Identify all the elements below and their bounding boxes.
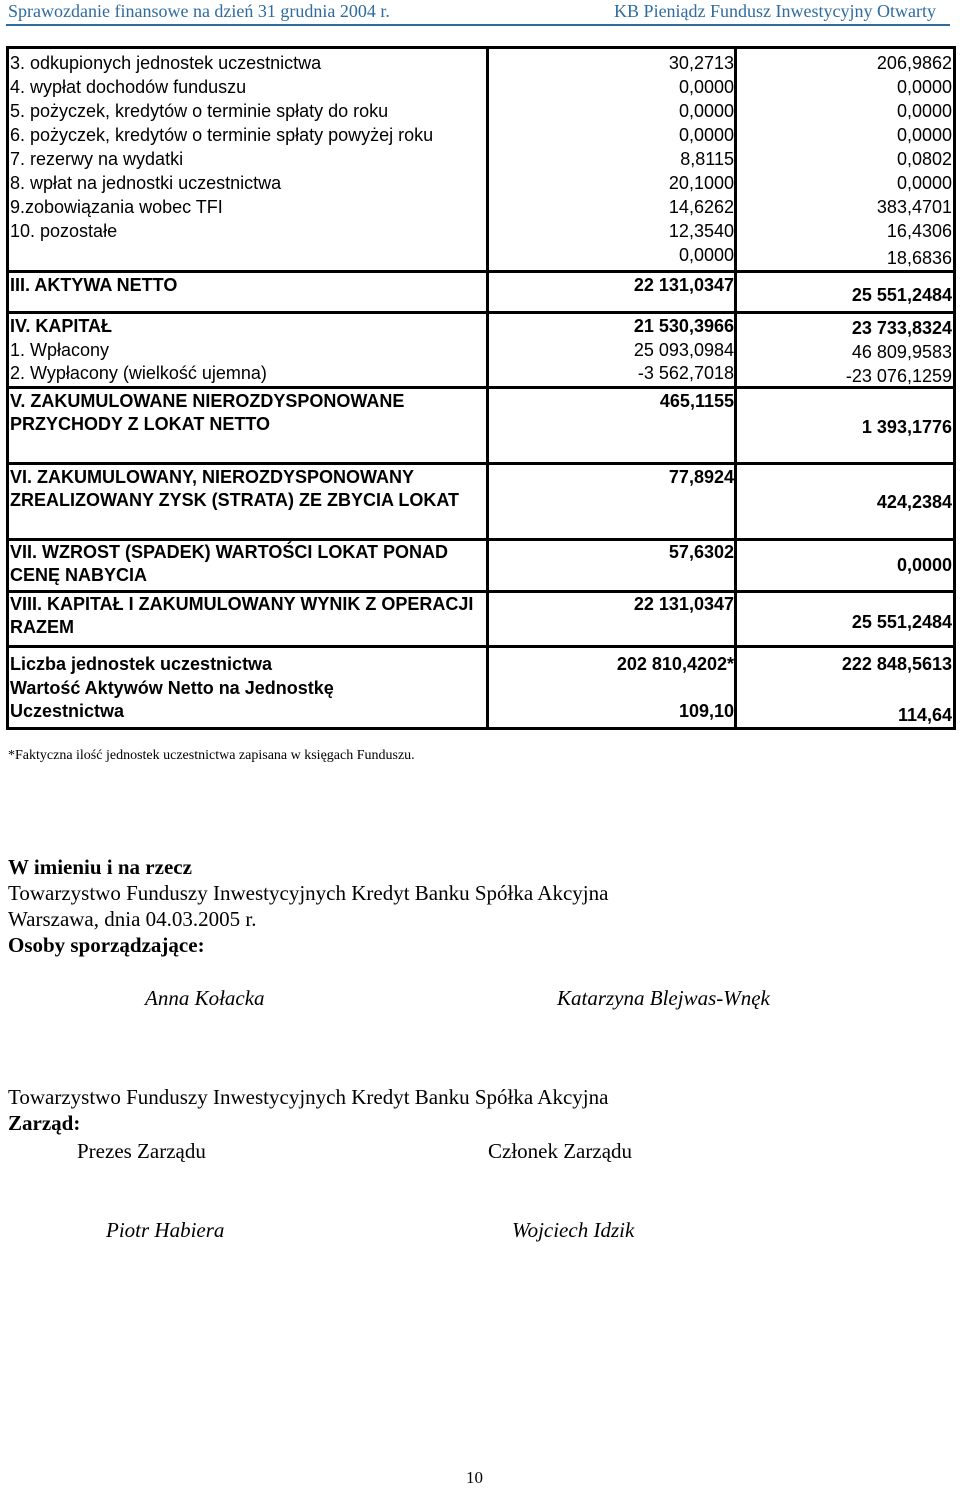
row-value-prev: 0,0000 <box>678 101 734 121</box>
row-value-curr: 25 551,2484 <box>851 285 952 305</box>
row-value-prev: 30,2713 <box>668 53 734 73</box>
table-rule <box>6 462 956 465</box>
signature-president: Piotr Habiera <box>106 1218 225 1242</box>
row-value-prev: 25 093,0984 <box>633 340 734 360</box>
row-label: 3. odkupionych jednostek uczestnictwa <box>10 53 322 73</box>
row-value-curr: 0,0000 <box>896 173 952 193</box>
row-value-prev: 465,1155 <box>659 391 734 411</box>
signoff-heading: W imieniu i na rzecz <box>8 855 192 879</box>
row-label: 2. Wypłacony (wielkość ujemna) <box>10 363 267 383</box>
row-value-prev: 0,0000 <box>678 245 734 265</box>
row-value-prev: 8,8115 <box>680 149 734 169</box>
row-value-curr: 16,4306 <box>886 221 952 241</box>
row-label: VI. ZAKUMULOWANY, NIEROZDYSPONOWANY ZREALIZOWANY ZYSK (STRATA) ZE ZBYCIA LOKAT <box>10 467 459 510</box>
row-value-prev: 14,6262 <box>668 197 734 217</box>
row-value-curr: 222 848,5613 <box>841 654 952 674</box>
row-label: 4. wypłat dochodów funduszu <box>10 77 247 97</box>
signoff-company: Towarzystwo Funduszy Inwestycyjnych Kredyt Banku Spółka Akcyjna <box>8 881 609 905</box>
row-label: III. AKTYWA NETTO <box>10 275 178 295</box>
row-value-curr: 0,0000 <box>896 77 952 97</box>
row-value-curr: 0,0802 <box>896 149 952 169</box>
row-value-curr: 0,0000 <box>896 555 952 575</box>
row-value-curr: 46 809,9583 <box>851 342 952 362</box>
row-value-prev: 12,3540 <box>668 221 734 241</box>
row-value-curr: -23 076,1259 <box>845 366 952 386</box>
row-label: 9.zobowiązania wobec TFI <box>10 197 223 217</box>
row-value-prev: 20,1000 <box>668 173 734 193</box>
row-label: V. ZAKUMULOWANE NIEROZDYSPONOWANE PRZYCHODY Z LOKAT NETTO <box>10 391 405 434</box>
row-value-prev: 22 131,0347 <box>633 594 734 614</box>
board-company: Towarzystwo Funduszy Inwestycyjnych Kredyt Banku Spółka Akcyjna <box>8 1085 609 1109</box>
table-rule <box>6 311 956 314</box>
row-label: 10. pozostałe <box>10 221 118 241</box>
row-value-curr: 114,64 <box>897 705 952 725</box>
row-label: IV. KAPITAŁ <box>10 316 113 336</box>
table-rule <box>6 386 956 389</box>
row-value-curr: 25 551,2484 <box>851 612 952 632</box>
row-value-curr: 23 733,8324 <box>851 318 952 338</box>
row-label: Liczba jednostek uczestnictwa <box>10 654 273 674</box>
row-value-curr: 18,6836 <box>886 248 952 268</box>
signature-preparer-1: Anna Kołacka <box>145 986 265 1010</box>
table-rule <box>6 270 956 273</box>
row-value-prev: 21 530,3966 <box>633 316 734 336</box>
row-value-curr: 0,0000 <box>896 101 952 121</box>
board-role-member: Członek Zarządu <box>488 1139 633 1163</box>
table-rule <box>6 645 956 648</box>
header-report-title: Sprawozdanie finansowe na dzień 31 grudnia 2004 r. <box>8 1 390 21</box>
footnote: *Faktyczna ilość jednostek uczestnictwa zapisana w księgach Funduszu. <box>8 748 415 763</box>
row-value-curr: 383,4701 <box>876 197 952 217</box>
row-label: Wartość Aktywów Netto na Jednostkę Uczestnictwa <box>10 678 334 721</box>
header-rule <box>6 24 950 26</box>
row-label: 8. wpłat na jednostki uczestnictwa <box>10 173 282 193</box>
header-fund-name: KB Pieniądz Fundusz Inwestycyjny Otwarty <box>614 1 936 21</box>
row-value-prev: 57,6302 <box>668 542 734 562</box>
row-label: 1. Wpłacony <box>10 340 110 360</box>
signoff-place-date: Warszawa, dnia 04.03.2005 r. <box>8 907 257 931</box>
signature-preparer-2: Katarzyna Blejwas-Wnęk <box>557 986 770 1010</box>
row-label: 5. pożyczek, kredytów o terminie spłaty do roku <box>10 101 389 121</box>
row-label: 6. pożyczek, kredytów o terminie spłaty powyżej roku <box>10 125 434 145</box>
row-value-prev: 22 131,0347 <box>633 275 734 295</box>
board-heading: Zarząd: <box>8 1111 81 1135</box>
board-role-president: Prezes Zarządu <box>77 1139 206 1163</box>
signature-member: Wojciech Idzik <box>512 1218 635 1242</box>
row-value-curr: 424,2384 <box>876 492 952 512</box>
row-value-prev: 202 810,4202* <box>616 654 734 674</box>
signoff-prepared-by: Osoby sporządzające: <box>8 933 205 957</box>
row-value-curr: 206,9862 <box>876 53 952 73</box>
row-value-prev: 0,0000 <box>678 125 734 145</box>
row-label: VII. WZROST (SPADEK) WARTOŚCI LOKAT PONAD CENĘ NABYCIA <box>10 542 448 585</box>
row-value-prev: 77,8924 <box>668 467 734 487</box>
row-label: 7. rezerwy na wydatki <box>10 149 184 169</box>
row-label: VIII. KAPITAŁ I ZAKUMULOWANY WYNIK Z OPERACJI RAZEM <box>10 594 474 637</box>
row-value-prev: 0,0000 <box>678 77 734 97</box>
row-value-prev: 109,10 <box>678 701 734 721</box>
row-value-curr: 0,0000 <box>896 125 952 145</box>
row-value-prev: -3 562,7018 <box>637 363 734 383</box>
page-header <box>0 0 960 26</box>
row-value-curr: 1 393,1776 <box>861 417 952 437</box>
page-number: 10 <box>466 1468 483 1487</box>
